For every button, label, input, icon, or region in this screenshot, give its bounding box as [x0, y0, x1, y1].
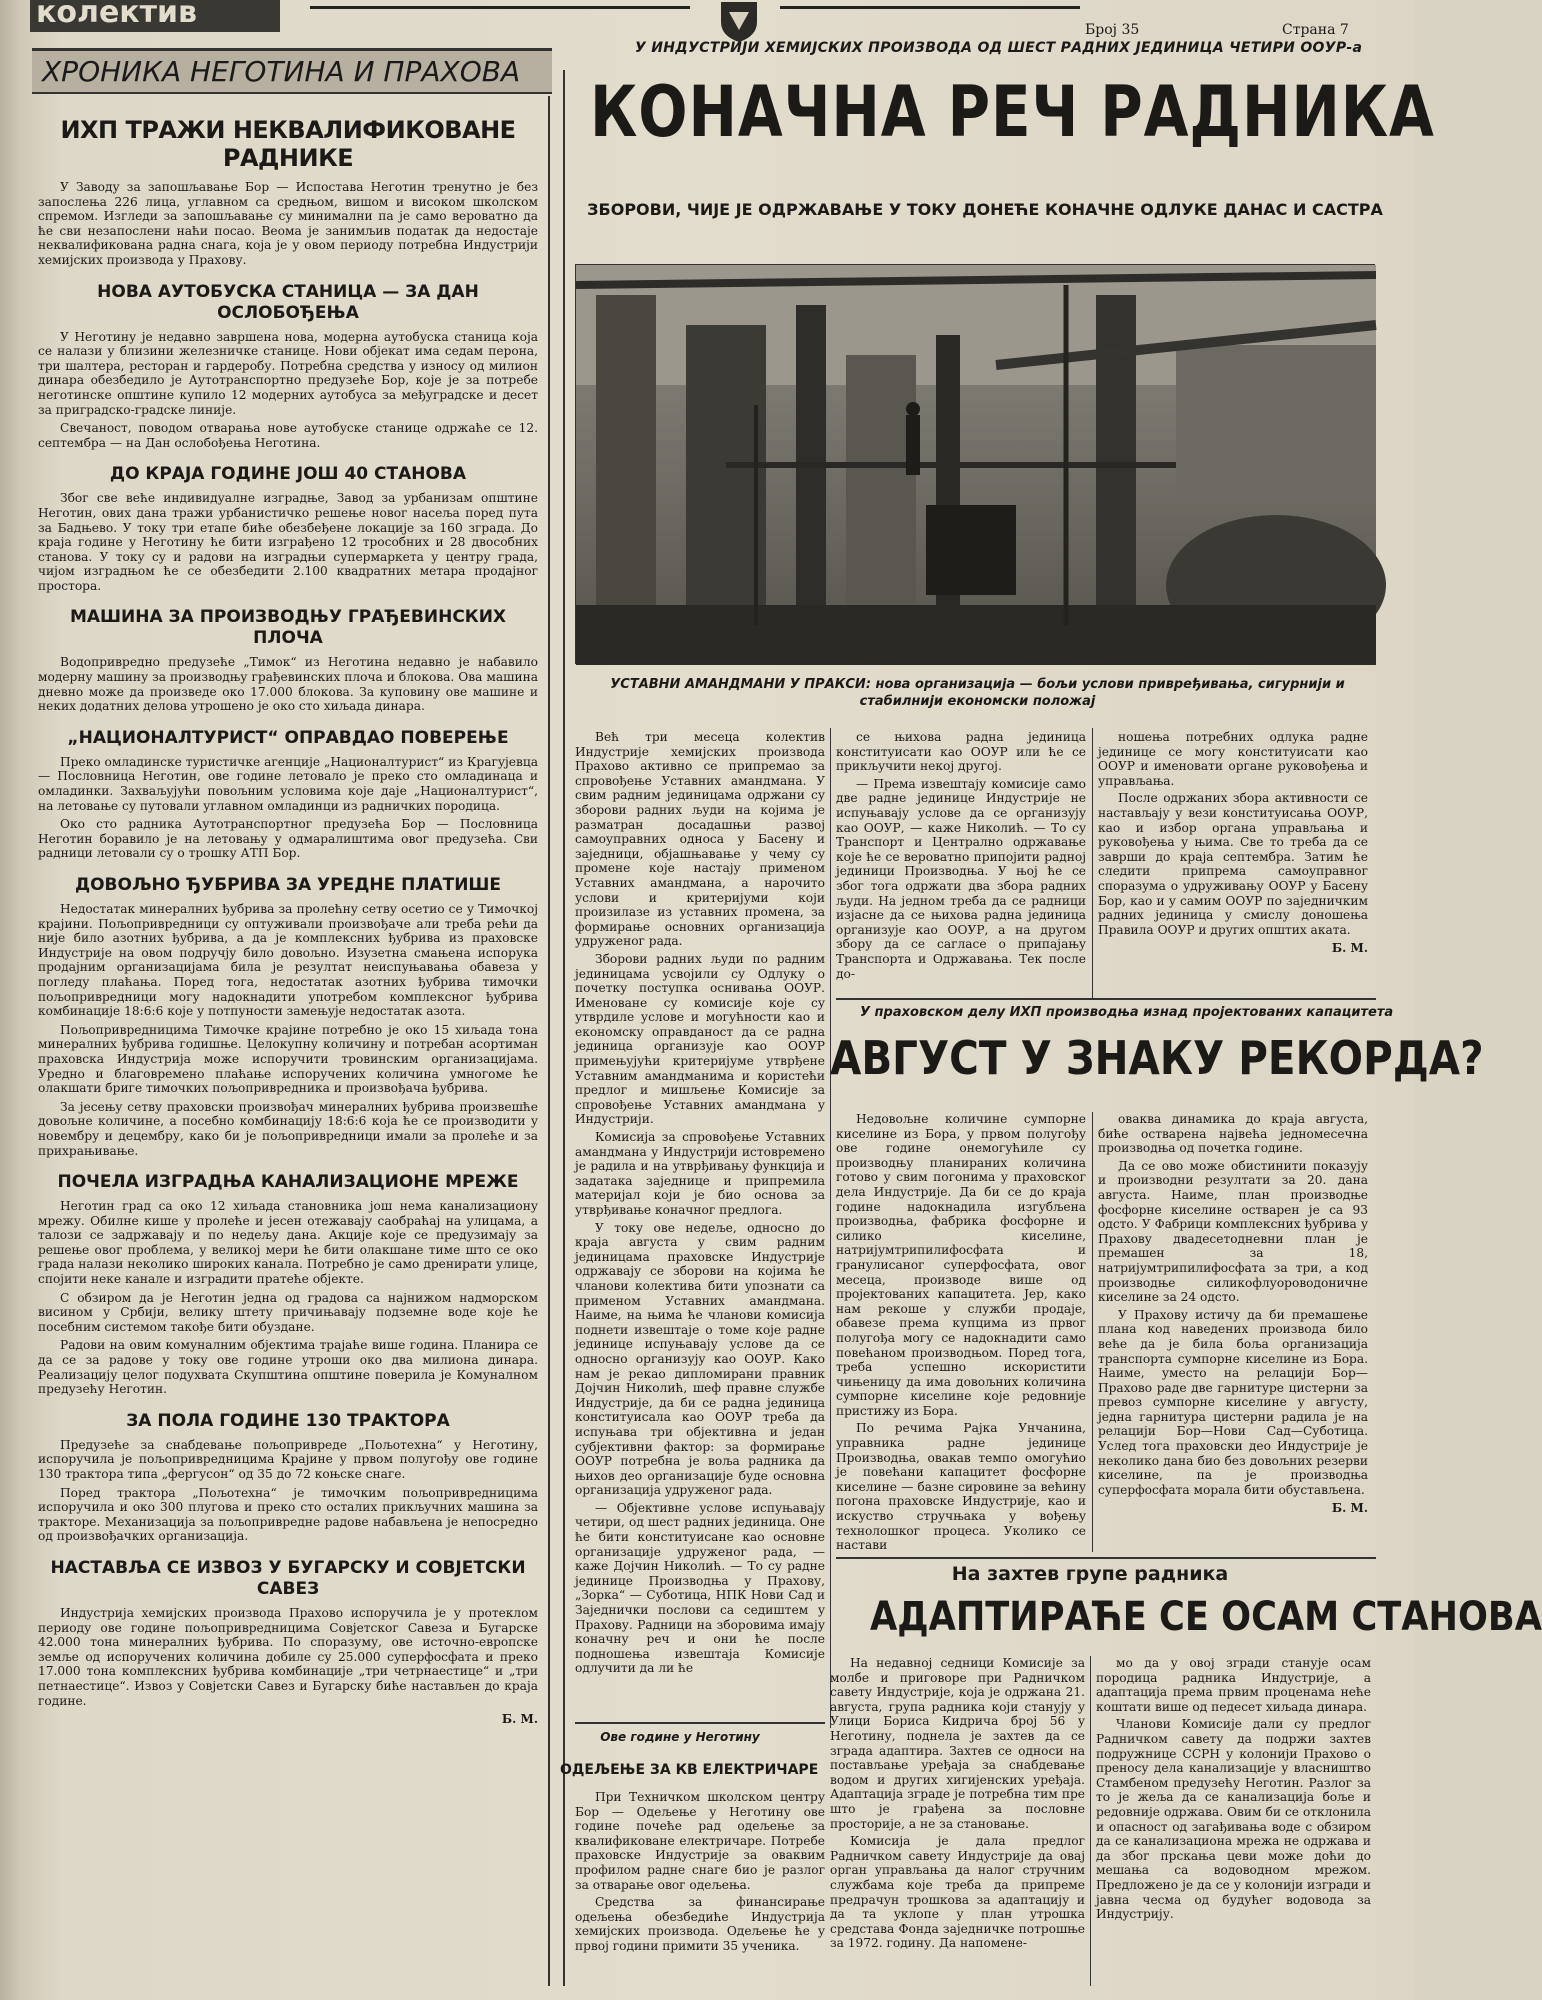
- august-headline: АВГУСТ У ЗНАКУ РЕКОРДА?: [830, 1031, 1484, 1085]
- column-paragraph: У Прахову истичу да би премашење плана код наведених производа било веће да је била боља организација транспорта сумпорне киселине из Бора. Наиме, уместо на релацији Бор—Прахово раде две гарнитуре цистерни за превоз сумпорне киселине у августу, једна гарнитура цистерни радила је на релацији Бор—Нови Сад—Суботица. Услед тога праховски део Индустрије је неколико дана био без довољних резерви киселине, па је производња суперфосфата морала бити обустављена.: [1098, 1307, 1368, 1497]
- article-title: ИХП ТРАЖИ НЕКВАЛИФИКОВАНЕ РАДНИКЕ: [60, 116, 516, 172]
- box-top-rule: [575, 1722, 825, 1724]
- article-paragraph: Свечаност, поводом отварања нове аутобуске станице одржаће се 12. септембра — на Дан ослобођења Неготина.: [38, 421, 538, 450]
- header-rule-right: [780, 6, 1080, 9]
- main-headline: КОНАЧНА РЕЧ РАДНИКА: [590, 71, 1435, 153]
- column-paragraph: — Објективне услове испуњавају четири, од шест радних јединица. Оне ће бити конституисане као основне организације удруженог рада, — каже Дојчин Николић. — То су радне јединице Производња у Прахову, „Зорка“ — Суботица, НПК Нови Сад и Заједнички послови са седиштем у Прахову. Радници на зборовима имају коначну реч и они ће после подношења извештаја Комисије одлучити да ли ће: [575, 1500, 825, 1676]
- main-column-3: [1098, 730, 1368, 1000]
- box-kicker: Ове године у Неготину: [600, 1730, 760, 1744]
- article-paragraph: Поред трактора „Пољотехна“ је тимочким пољопривредницима испоручила и око 300 плугова и преко сто осталих прикључних машина за тракторе. Механизација за пољопривредне радове набављена је непосредно од произвођачких организација.: [38, 1485, 538, 1544]
- column-paragraph: Комисија за спровођење Уставних амандмана у Индустрији истовремено је радила и на утврђивању функција и задатака заједнице и припремила материјал који је био основа за утврђивање коначног предлога.: [575, 1130, 825, 1217]
- article-paragraph: У Заводу за запошљавање Бор — Испостава Неготин тренутно је без запослења 226 лица, углавном са средњом, вишом и високом школском спремом. Изгледи за запошљавање су минимални па је само вероватно да ће сви незапослени наћи посао. Веома је занимљив податак да недостаје неквалификована радна снага, која је у овом периоду потребна Индустрији хемијских производа у Прахову.: [38, 180, 538, 267]
- august-kicker: У праховском делу ИХП производња изнад пројектованих капацитета: [860, 1005, 1394, 1020]
- article-signature: Б. М.: [1331, 1501, 1368, 1516]
- column-paragraph: Чланови Комисије дали су предлог Радничком савету да подржи захтев подружнице ССРН у колонији Прахово о преносу дела канализације у власништво Стамбеном предузећу Неготин. Разлог за то је жеља да се канализација боље и редовније одржава. Овим би се отклонила и опасност од загађивања воде с обзиром да се канализациона мрежа не одржава и да због прскања цеви може доћи до мешања са водоводном мрежом. Предложено је да се у колонији изгради и јавна чесма од будућег водовода за Индустрију.: [1096, 1717, 1371, 1922]
- column-paragraph: Да се ово може обистинити показују и производни резултати за 20. дана августа. Наиме, план производње фосфорне киселине остварен је са 93 одсто. У Фабрици комплексних ђубрива у Прахову двадесетодневни план је премашен за 18, натријумтрипилифосфата за три, а код производње силикофлуороводоничне киселине за 24 одсто.: [1098, 1158, 1368, 1305]
- column-paragraph: мо да у овој згради станује осам породица радника Индустрије, а адаптација према првим проценама неће коштати више од педесет хиљада динара.: [1096, 1656, 1371, 1714]
- august-top-rule: [836, 998, 1376, 1000]
- flats-kicker: На захтев групе радника: [951, 1563, 1229, 1585]
- article-paragraph: За јесењу сетву праховски произвођач минералних ђубрива произвешће довољне количине, а посебно комбинацију 18:6:6 која ће се производити у новембру и децембру, како би је пољопривредници имали за пролеће и за прихрањивање.: [38, 1099, 538, 1158]
- flats-column-2: [1096, 1656, 1371, 1986]
- column-paragraph: Средства за финансирање одељења обезбедиће Индустрија хемијских производа. Одељење ће у првој години примити 35 ученика.: [575, 1895, 825, 1953]
- column-paragraph: ношења потребних одлука радне јединице се могу конституисати као ООУР и именовати органе руковођења и управљања.: [1098, 730, 1368, 788]
- column-paragraph: При Техничком школском центру Бор — Одељење у Неготину ове године почеће рад одељење за квалификоване електричаре. Потребе праховске Индустрије за оваквим профилом радне снаге био је разлог за отварање овог одељења.: [575, 1790, 825, 1892]
- main-col-rule-1: [830, 728, 831, 1728]
- article-title: МАШИНА ЗА ПРОИЗВОДЊУ ГРАЂЕВИНСКИХ ПЛОЧА: [69, 607, 507, 649]
- article-title: ДО КРАЈА ГОДИНЕ ЈОШ 40 СТАНОВА: [109, 464, 467, 485]
- flats-top-rule: [836, 1557, 1376, 1559]
- header-rule-left: [310, 6, 690, 9]
- issue-number: Број 35: [1085, 22, 1140, 38]
- column-paragraph: Недовољне количине сумпорне киселине из Бора, у првом полугођу ове године онемогућиле су производњу планираних количина готово у свим погонима у праховског дела Индустрије. Да би се до краја године надокнадила изгубљена производња, фабрика фосфорне и силико киселине, натријумтрипилифосфата и гранулисаног суперфосфата, овог месеца, производе више од пројектованих капацитета. Јер, како нам рекоше у служби продаје, обавезе према купцима из првог полугођа могу се надокнадити само повећаном производњом. Поред тога, треба успешно искористити чињеницу да има довољних количина сумпорне киселине које редовније пристижу из Бора.: [836, 1112, 1086, 1418]
- august-col-rule: [1092, 1112, 1093, 1552]
- august-column-2: [1098, 1112, 1368, 1552]
- column-divider-left: [548, 96, 550, 1986]
- column-paragraph: По речима Рајка Унчанина, управника радне јединице Производња, овакав темпо омогућио је повећани капацитет фосфорне киселине — базне сировине за већину погона праховске Индустрије, као и искуство стручњака у вођењу технолошког процеса. Уколико се настави: [836, 1421, 1086, 1553]
- article-paragraph: Индустрија хемијских производа Прахово испоручила је у протеклом периоду ове године пољопривредницима Совјетског Савеза и Бугарске 42.000 тона минералних ђубрива. По споразуму, ове источно-европске земље од испоручених количина добиле су 25.000 суперфосфата и преко 17.000 тона комплексних ђубрива комбинације „три четрнаестице“ и „три петнаестице“. Извоз у Совјетски Савез и Бугарску биће настављен до краја године.: [38, 1605, 538, 1708]
- flats-headline: АДАПТИРАЋЕ СЕ ОСАМ СТАНОВА: [870, 1594, 1542, 1640]
- main-deck: ЗБОРОВИ, ЧИЈЕ ЈЕ ОДРЖАВАЊЕ У ТОКУ ДОНЕЋЕ КОНАЧНЕ ОДЛУКЕ ДАНАС И САСТРА: [587, 200, 1383, 219]
- column-paragraph: После одржаних збора активности се настављају у вези конституисања ООУР, као и избор органа управљања и руковођења у њима. Све то треба да се заврши до краја септембра. Затим ће следити припрема самоуправног споразума о удруживању ООУР у Басену Бор, као и у самим ООУР по заједничким радних јединица у смислу доношења Правила ООУР и других општих аката.: [1098, 791, 1368, 937]
- main-col-rule-2: [1092, 728, 1093, 998]
- article-paragraph: Због све веће индивидуалне изградње, Завод за урбанизам општине Неготин, ових дана тражи урбанистичко решење новог насеља поред пута за Бадњево. У току три етапе биће обезбеђене локације за 160 зграда. До краја године у Неготину ће бити изграђено 12 трособних и 28 двособних станова. У току су и радови на изградњи супермаркета у центру града, чијом изградњом ће се обезбедити 2.100 квадратних метара продајног простора.: [38, 491, 538, 593]
- page-number: Страна 7: [1282, 22, 1349, 38]
- masthead-title: колектив: [30, 0, 280, 32]
- article-title: ДОВОЉНО ЂУБРИВА ЗА УРЕДНЕ ПЛАТИШЕ: [74, 875, 502, 895]
- article-title: „НАЦИОНАЛТУРИСТ“ ОПРАВДАО ПОВЕРЕЊЕ: [67, 727, 509, 748]
- article-title: ЗА ПОЛА ГОДИНЕ 130 ТРАКТОРА: [126, 1410, 450, 1431]
- august-column-1: [836, 1112, 1086, 1552]
- section-header: ХРОНИКА НЕГОТИНА И ПРАХОВА: [32, 48, 552, 94]
- article-paragraph: У Неготину је недавно завршена нова, модерна аутобуска станица која се налази у близини железничке станице. Нови објекат има седам перона, три шалтера, ресторан и гардеробу. Потребна средства у износу од милион динара обезбедило је Аутотранспортно предузеће Бор, које је за потребе неготинске општине купило 12 модерних аутобуса за међуградске и десет за приградско-градске линије.: [38, 329, 538, 417]
- flats-col-rule: [1090, 1656, 1091, 1986]
- box-title: ОДЕЉЕЊЕ ЗА КВ ЕЛЕКТРИЧАРЕ: [560, 1762, 819, 1778]
- box-column: [575, 1790, 825, 1986]
- article-paragraph: Преко омладинске туристичке агенције „Националтурист“ из Крагујевца — Пословница Неготин, ове године летовало је преко сто омладинаца и омладинки. Захваљујући повољним условима које даје „Националтурист“, на летовање су путовали углавном омладинци из радничких породица.: [38, 754, 538, 813]
- photo-caption: УСТАВНИ АМАНДМАНИ У ПРАКСИ: нова организација — бољи услови привређивања, сигурнији и стабилнији економски положај: [610, 677, 1345, 709]
- column-paragraph: Комисија је дала предлог Радничком савету Индустрије да овај орган управљања да налог стручним службама које треба да припреме предрачун трошкова за адаптацију и да та уклопе у план утрошка средстава Фонда заједничке потрошње за 1972. годину. Да напомене-: [830, 1834, 1085, 1951]
- article-paragraph: С обзиром да је Неготин једна од градова са најнижом надморском висином у Србији, велику штету причињавају подземне воде које ће посебним системом такође бити обуздане.: [38, 1290, 538, 1334]
- article-signature: Б. М.: [501, 1712, 538, 1727]
- article-paragraph: Недостатак минералних ђубрива за пролећну сетву осетио се у Тимочкој крајини. Пољопривредници су оптуживали произвођаче али треба рећи да није било азотних ђубрива, а да је комплексних ђубрива из праховске Индустрије на овом подручју било довољно. Изузетна смањена испорука продајним организацијама била је резултат неиспуњавања обавеза у погледу плаћања. Поред тога, недостатак азотних ђубрива тимочки пољопривредници могу надокнадити употребом комплексног ђубрива комбинације 18:6:6 које у потпуности замењује недостатак азота.: [38, 902, 538, 1019]
- article-title: НОВА АУТОБУСКА СТАНИЦА — ЗА ДАН ОСЛОБОЂЕЊА: [97, 281, 479, 323]
- column-paragraph: У току ове недеље, односно до краја августа у свим радним јединицама праховске Индустрије одржавају се зборови на којима ће чланови колектива бити упознати са применом Уставних амандмана. Наиме, на њима ће чланови комисија поднети извештаје о томе које радне јединице испуњавају услове да се односно организују као ООУР. Како нам је рекао дипломирани правник Дојчин Николић, шеф правне службе Индустрије, да би се радна јединица конституисала као ООУР треба да испуњава три објективна и један субјективни фактор: за формирање ООУР потребна је воља радника да њихов део организације буде основна организација удруженог рада.: [575, 1220, 825, 1498]
- column-paragraph: оваква динамика до краја августа, биће остварена највећа једномесечна производња од почетка године.: [1098, 1112, 1368, 1156]
- article-title: НАСТАВЉА СЕ ИЗВОЗ У БУГАРСКУ И СОВЈЕТСКИ САВЕЗ: [50, 1557, 526, 1599]
- main-column-1: [575, 730, 825, 1676]
- column-paragraph: Већ три месеца колектив Индустрије хемијских производа Прахово активно се припремао за спровођење Уставних амандмана. У свим радним јединицама одржани су зборови радних људи на којима је разматран досадашњи развој самоуправних односа у Басену и заједници, објашњавање у чему су промене које настају применом Уставних амандмана, а нарочито услови и критеријуми који произилазе из уставних промена, за формирање основних организација удруженог рада.: [575, 730, 825, 949]
- article-paragraph: Око сто радника Аутотранспортног предузећа Бор — Пословница Неготин боравило је на летовању у одмаралиштима овог предузећа. Сви радници летовали су о трошку АТП Бор.: [38, 817, 538, 861]
- column-paragraph: — Према извештају комисије само две радне јединице Индустрије не испуњавају услове да се организују као ООУР, — каже Николић. — То су Транспорт и Централно одржавање које ће се вероватно припојити радној јединици Производња. У њој ће се због тога одржати два збора радних људи. На једном треба да се радници изјасне да се њихова радна јединица организује као ООУР, а на другом збору да се сагласе о припајању Транспорта и Одржавања. Тек после до-: [836, 776, 1086, 981]
- article-title: ПОЧЕЛА ИЗГРАДЊА КАНАЛИЗАЦИОНЕ МРЕЖЕ: [57, 1172, 519, 1193]
- article-paragraph: Радови на овим комуналним објектима трајаће више година. Планира се да се за радове у току ове године утроши око два милиона динара. Реализацију целог подухвата Скупштина општине поверила је Комуналном предузећу Неготин.: [38, 1338, 538, 1397]
- article-signature: Б. М.: [1331, 941, 1368, 956]
- column-paragraph: На недавној седници Комисије за молбе и приговоре при Радничком савету Индустрије, која је одржана 21. августа, група радника који станују у Улици Бориса Кидрича број 56 у Неготину, поднела је захтев да се зграда адаптира. Захтев се односи на постављање уређаја за снабдевање водом и других хигијенских уређаја. Адаптација зграде је потребна тим пре што је грађена за пословне просторије, а не за становање.: [830, 1656, 1085, 1831]
- article-paragraph: Пољопривредницима Тимочке крајине потребно је око 15 хиљада тона минералних ђубрива годишње. Целокупну количину и потребан асортиман праховска Индустрија може испоручити тровинским организацијама. Уредно и благовремено плаћање испоручених количина умногоме ће олакшати бриге тимочких пољопривредника и произвођача ђубрива.: [38, 1022, 538, 1096]
- factory-photo: [575, 264, 1375, 664]
- article-paragraph: Неготин град са око 12 хиљада становника још нема канализациону мрежу. Обилне кише у пролеће и јесен отежавају саобраћај на улицама, а талози се задржавају и по недељу дана. Акције које се предузимају за решење овог проблема, у великој мери ће бити олакшане тиме што се око града налази неколико широких канала. Потребно је само дренирати улице, спојити неке канале и изградити пратеће објекте.: [38, 1199, 538, 1287]
- emblem-icon: [715, 0, 763, 44]
- column-paragraph: се њихова радна јединица конституисати као ООУР или ће се прикључити некој другој.: [836, 730, 1086, 774]
- article-paragraph: Предузеће за снабдевање пољопривреде „Пољотехна“ у Неготину, испоручила је пољопривредницима Крајине у првом полугођу ове године 130 трактора типа „фергусон“ од 35 до 72 коњске снаге.: [38, 1437, 538, 1481]
- main-column-2: [836, 730, 1086, 1000]
- column-divider-main: [563, 70, 565, 1986]
- flats-column-1: [830, 1656, 1085, 1986]
- main-kicker: У ИНДУСТРИЈИ ХЕМИЈСКИХ ПРОИЗВОДА ОД ШЕСТ РАДНИХ ЈЕДИНИЦА ЧЕТИРИ ООУР-а: [635, 40, 1363, 56]
- article-paragraph: Водопривредно предузеће „Тимок“ из Неготина недавно је набавило модерну машину за производњу грађевинских плоча и блокова. Ова машина дневно може да произведе око 17.000 блокова. За куповину ове машине и неких додатних делова утрошено је око сто хиљада динара.: [38, 655, 538, 714]
- column-paragraph: Зборови радних људи по радним јединицама усвојили су Одлуку о почетку поступка оснивања ООУР. Именоване су комисије које су утврдиле услове и могућности као и економску оправданост да се радна јединица организује као ООУР примењујући критеријуме утврђене Уставним амандманима и користећи предлог и мишљење Комисије за спровођење Уставних амандмана у Индустрији.: [575, 951, 825, 1127]
- left-column: [38, 108, 538, 1986]
